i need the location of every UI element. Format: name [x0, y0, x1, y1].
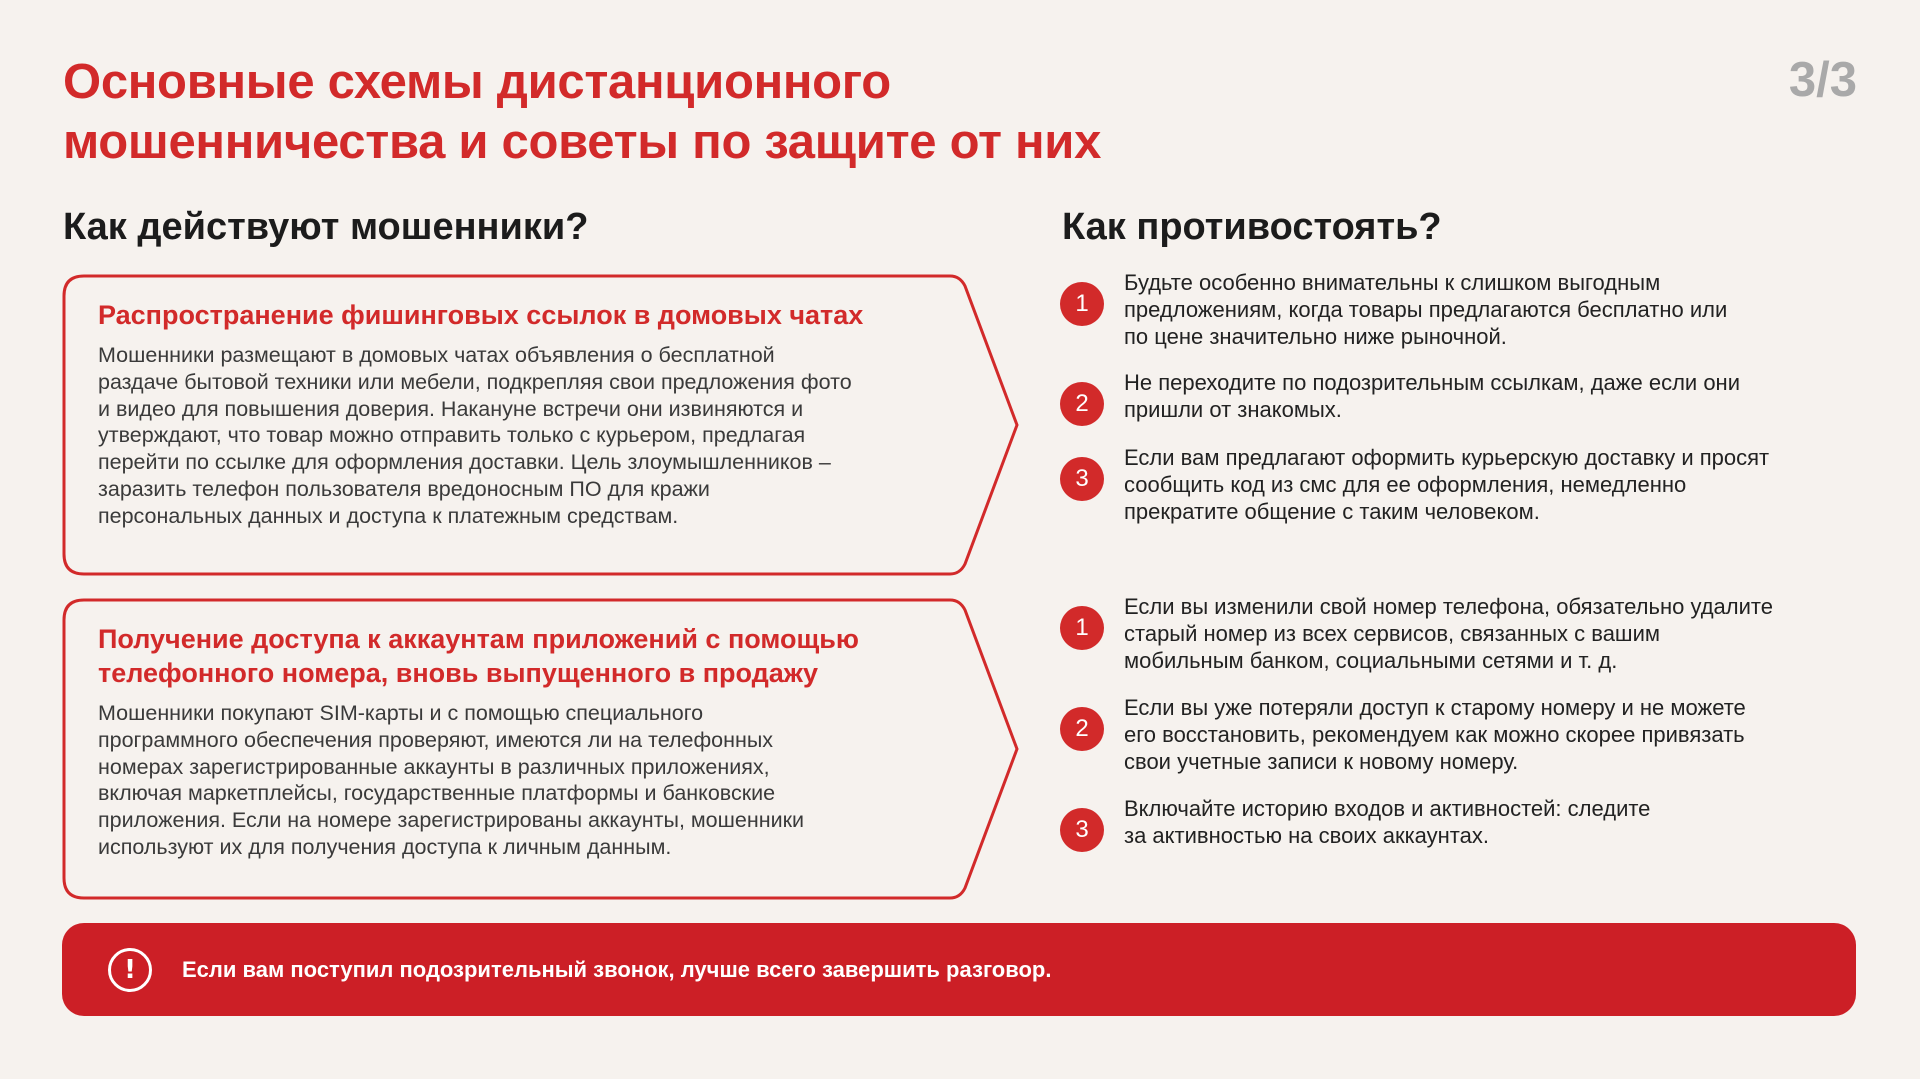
- tip-number-badge: 1: [1060, 282, 1104, 326]
- body-line: заразить телефон пользователя вредоносным ПО для кражи: [98, 476, 710, 501]
- alert-banner: [62, 923, 1856, 1016]
- tip-item: [1060, 594, 1860, 674]
- body-line: Мошенники размещают в домовых чатах объявления о бесплатной: [98, 343, 775, 367]
- tip-text: [1124, 594, 1844, 674]
- tip-number-badge: 2: [1060, 382, 1104, 426]
- tip-line: пришли от знакомых.: [1124, 396, 1342, 422]
- title-line-2: мошенничества и советы по защите от них: [63, 115, 1102, 169]
- tip-line: свои учетные записи к новому номеру.: [1124, 748, 1519, 774]
- body-line: утверждают, что товар можно отправить только с курьером, предлагая: [98, 423, 806, 448]
- tip-text: [1124, 796, 1844, 850]
- tip-number-badge: 3: [1060, 457, 1104, 501]
- page-title: [63, 52, 1313, 172]
- tip-line: Если вы изменили свой номер телефона, обязательно удалите: [1124, 594, 1773, 619]
- exclamation-circle-icon: !: [108, 948, 152, 992]
- fraud-schemes-heading: Как действуют мошенники?: [63, 206, 589, 248]
- scheme-card-sim-accounts: [62, 598, 1022, 900]
- tip-text: [1124, 445, 1844, 525]
- tip-item: [1060, 796, 1860, 852]
- body-line: приложения. Если на номере зарегистрированы аккаунты, мошенники: [98, 808, 805, 833]
- tip-text: [1124, 270, 1844, 350]
- tip-number-badge: 2: [1060, 707, 1104, 751]
- body-line: раздаче бытовой техники или мебели, подкрепляя свои предложения фото: [98, 369, 852, 394]
- tip-item: [1060, 370, 1860, 426]
- tip-line: по цене значительно ниже рыночной.: [1124, 323, 1507, 349]
- tip-text: [1124, 370, 1844, 424]
- page-indicator: 3/3: [1788, 53, 1857, 107]
- body-line: включая маркетплейсы, государственные платформы и банковские: [98, 781, 776, 806]
- body-line: и видео для повышения доверия. Накануне встречи они извиняются и: [98, 396, 804, 421]
- scheme-card-phishing: [62, 274, 1022, 576]
- tip-line: Если вы уже потеряли доступ к старому номеру и не можете: [1124, 695, 1746, 720]
- tip-item: [1060, 270, 1860, 350]
- tip-line: предложениям, когда товары предлагаются бесплатно или: [1124, 296, 1728, 322]
- body-line: программного обеспечения проверяют, имеются ли на телефонных: [98, 727, 774, 752]
- tip-line: Если вам предлагают оформить курьерскую доставку и просят: [1124, 445, 1770, 470]
- scheme-description: [98, 700, 968, 861]
- tip-number-badge: 1: [1060, 606, 1104, 650]
- tip-line: старый номер из всех сервисов, связанных с вашим: [1124, 620, 1660, 646]
- alert-text: Если вам поступил подозрительный звонок, лучше всего завершить разговор.: [182, 956, 1052, 982]
- tip-number-badge: 3: [1060, 808, 1104, 852]
- body-line: Мошенники покупают SIM-карты и с помощью специального: [98, 701, 704, 725]
- tip-item: [1060, 445, 1860, 525]
- body-line: перейти по ссылке для оформления доставки. Цель злоумышленников –: [98, 450, 831, 475]
- tip-line: прекратите общение с таким человеком.: [1124, 498, 1540, 524]
- tip-line: мобильным банком, социальными сетями и т. д.: [1124, 647, 1618, 673]
- tip-text: [1124, 695, 1844, 775]
- tip-item: [1060, 695, 1860, 775]
- scheme-title-line: телефонного номера, вновь выпущенного в продажу: [98, 658, 818, 688]
- tip-line: Будьте особенно внимательны к слишком выгодным: [1124, 270, 1661, 295]
- tip-line: его восстановить, рекомендуем как можно скорее привязать: [1124, 721, 1745, 747]
- title-line-1: Основные схемы дистанционного: [63, 55, 891, 109]
- scheme-title: Распространение фишинговых ссылок в домовых чатах: [98, 300, 864, 330]
- protection-heading: Как противостоять?: [1062, 206, 1442, 248]
- tip-line: за активностью на своих аккаунтах.: [1124, 822, 1489, 848]
- body-line: используют их для получения доступа к личным данным.: [98, 834, 672, 859]
- scheme-title: [98, 622, 968, 690]
- tip-line: сообщить код из смс для ее оформления, немедленно: [1124, 471, 1687, 497]
- body-line: номерах зарегистрированные аккаунты в различных приложениях,: [98, 754, 770, 779]
- body-line: персональных данных и доступа к платежным средствам.: [98, 503, 679, 528]
- scheme-title-line: Получение доступа к аккаунтам приложений с помощью: [98, 624, 859, 654]
- tip-line: Не переходите по подозрительным ссылкам, даже если они: [1124, 370, 1740, 395]
- scheme-description: [98, 342, 968, 530]
- tip-line: Включайте историю входов и активностей: следите: [1124, 796, 1651, 821]
